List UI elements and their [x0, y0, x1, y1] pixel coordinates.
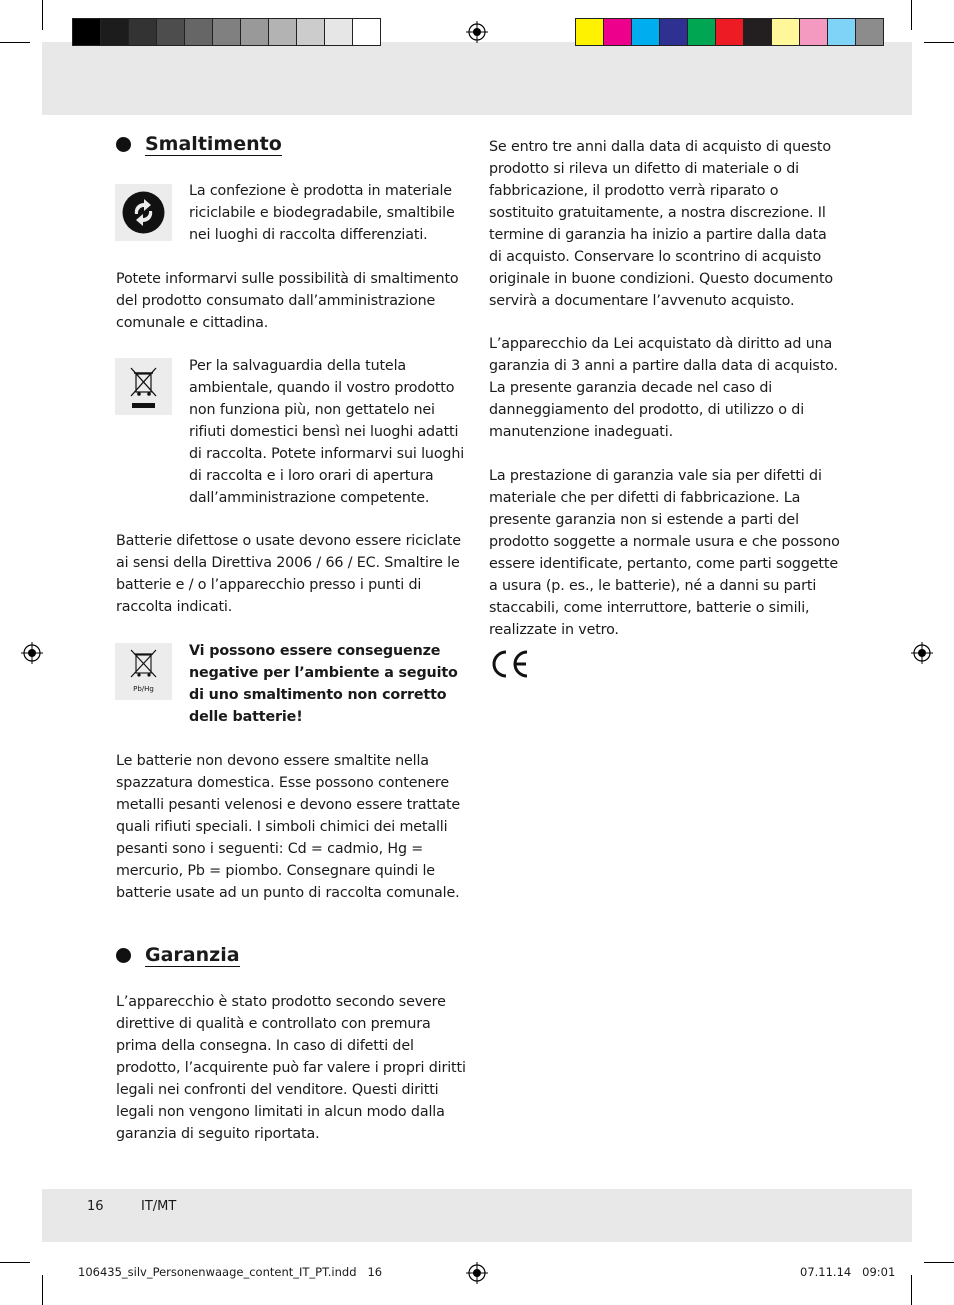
color-swatch [156, 18, 185, 46]
color-swatch [324, 18, 353, 46]
warranty-terms-paragraph [489, 136, 841, 312]
language-code: IT/MT [141, 1199, 177, 1214]
color-swatch [855, 18, 884, 46]
battery-disposal-icon [115, 643, 172, 700]
crop-mark [0, 1262, 30, 1263]
section-title: Garanzia [145, 944, 240, 966]
battery-directive-paragraph [116, 530, 461, 618]
color-swatch [352, 18, 381, 46]
battery-icon-label: Pb/Hg [133, 685, 154, 693]
paragraph-text: L’apparecchio è stato prodotto secondo severe direttive di qualità e controllato con premura prima della consegna. In caso di difetti del prodotto, l’acquirente può far valere i propri diritti legali nei confronti del venditore. Questi diritti legali non vengono limitati in alcun modo dalla garanzia di seguito riportata. [116, 994, 466, 1142]
top-band [42, 42, 912, 115]
crop-mark [42, 1275, 43, 1305]
heavy-metals-paragraph [116, 750, 468, 904]
paragraph-text: La confezione è prodotta in materiale riciclabile e biodegradabile, smaltibile nei luoghi di raccolta differenziati. [189, 183, 455, 243]
color-swatch [743, 18, 772, 46]
warning-text: Vi possono essere conseguenze negative per l’ambiente a seguito di uno smaltimento non corretto delle batterie! [189, 643, 458, 725]
paragraph-text: La prestazione di garanzia vale sia per difetti di materiale che per difetti di fabbricazione. La presente garanzia non si estende a parti del prodotto soggette a normale usura e che possono essere identificate, pertanto, come parti soggette a usura (p. es., le batterie), né a danni su parti staccabili, come interruttore, batterie o simili, realizzate in vetro. [489, 468, 840, 638]
color-swatch [687, 18, 716, 46]
color-swatch [659, 18, 688, 46]
color-swatch [827, 18, 856, 46]
color-swatch [100, 18, 129, 46]
registration-mark-icon [466, 21, 488, 43]
crop-mark [924, 1262, 954, 1263]
slug-filename: 106435_silv_Personenwaage_content_IT_PT.indd 16 [78, 1265, 383, 1279]
bullet-icon [116, 137, 131, 152]
crop-mark [911, 1275, 912, 1305]
paragraph-text: Potete informarvi sulle possibilità di smaltimento del prodotto consumato dall’amministrazione comunale e cittadina. [116, 271, 459, 331]
slug-datetime: 07.11.14 09:01 [800, 1265, 896, 1279]
color-swatch [631, 18, 660, 46]
color-swatch [128, 18, 157, 46]
crop-mark [911, 0, 912, 30]
section-title: Smaltimento [145, 133, 282, 155]
registration-mark-icon [466, 1262, 488, 1284]
warranty-intro-paragraph [116, 991, 468, 1145]
color-swatch [296, 18, 325, 46]
color-swatch [799, 18, 828, 46]
color-swatch [603, 18, 632, 46]
packaging-paragraph [189, 180, 469, 246]
paragraph-text: Se entro tre anni dalla data di acquisto di questo prodotto si rileva un difetto di materiale o di fabbricazione, il prodotto verrà riparato o sostituito gratuitamente, a nostra discrezione. Il termine di garanzia ha inizio a partire dalla data di acquisto. Conservare lo scontrino di acquisto originale in buone condizioni. Questo documento servirà a documentare l’avvenuto acquisto. [489, 139, 833, 309]
paragraph-text: Batterie difettose o usate devono essere riciclate ai sensi della Direttiva 2006 / 66 / EC. Smaltire le batterie e / o l’apparecchio presso i punti di raccolta indicati. [116, 533, 461, 615]
warranty-duration-paragraph [489, 333, 841, 443]
warranty-scope-paragraph [489, 465, 841, 641]
section-heading-smaltimento [116, 133, 282, 156]
paragraph-text: Le batterie non devono essere smaltite nella spazzatura domestica. Esse possono contenere metalli pesanti velenosi e devono essere trattate quali rifiuti speciali. I simboli chimici dei metalli pesanti sono i seguenti: Cd = cadmio, Hg = mercurio, Pb = piombo. Consegnare quindi le batterie usate ad un punto di raccolta comunale. [116, 753, 461, 901]
green-dot-recycling-icon [115, 184, 172, 241]
color-swatch [575, 18, 604, 46]
crop-mark [42, 0, 43, 30]
disposal-info-paragraph [116, 268, 466, 334]
crop-mark [924, 42, 954, 43]
registration-mark-icon [21, 642, 43, 664]
color-swatch [268, 18, 297, 46]
color-swatch [715, 18, 744, 46]
section-heading-garanzia [116, 944, 240, 967]
battery-warning [189, 640, 474, 728]
bottom-band [42, 1189, 912, 1242]
color-swatch [184, 18, 213, 46]
paragraph-text: Per la salvaguardia della tutela ambientale, quando il vostro prodotto non funziona più, non gettatelo nei rifiuti domestici bensì nei luoghi adatti di raccolta. Potete informarvi sui luoghi di raccolta e i loro orari di apertura dall’amministrazione competente. [189, 358, 465, 506]
color-swatch [771, 18, 800, 46]
registration-mark-icon [911, 642, 933, 664]
crossed-bin-weee-icon [115, 358, 172, 415]
weee-paragraph [189, 355, 469, 509]
color-swatch [72, 18, 101, 46]
page-number: 16 [87, 1199, 104, 1214]
color-swatch [240, 18, 269, 46]
color-swatch [212, 18, 241, 46]
bullet-icon [116, 948, 131, 963]
crop-mark [0, 42, 30, 43]
paragraph-text: L’apparecchio da Lei acquistato dà diritto ad una garanzia di 3 anni a partire dalla data di acquisto. La presente garanzia decade nel caso di danneggiamento del prodotto, di utilizzo o di manutenzione inadeguati. [489, 336, 838, 440]
ce-mark-icon [489, 648, 531, 680]
